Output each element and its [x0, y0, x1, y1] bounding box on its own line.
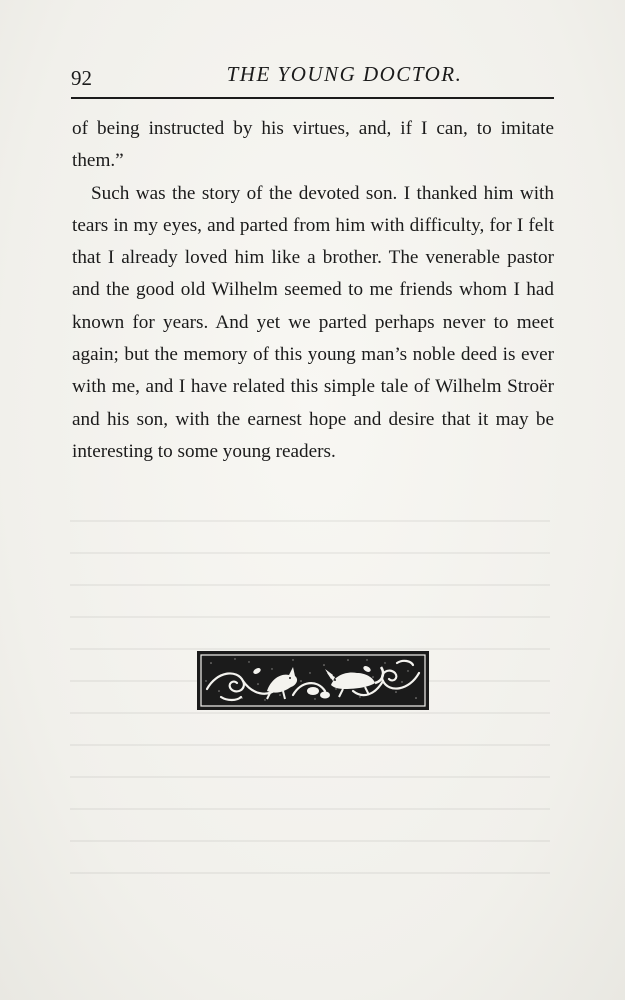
- running-head: THE YOUNG DOCTOR.: [226, 62, 463, 86]
- paragraph: of being instructed by his virtues, and, if I can, to imitate them.”: [72, 118, 554, 172]
- paragraph: Such was the story of the devoted son. I thanked him with tears in my eyes, and parted from him with difficulty, for I felt that I already loved him like a brother. The venerable pastor and the good old Wilhelm seemed to me friends whom I had known for years. And yet we parted perhaps never to meet again; but the memory of this young man’s noble deed is ever with me, and I have related this simple tale of Wilhelm Stroër and his son, with the earnest hope and desire that it may be interesting to some young readers.: [72, 182, 554, 462]
- header-rule: [71, 97, 554, 99]
- page-number: 92: [71, 66, 92, 90]
- body-text: [72, 113, 554, 468]
- tailpiece-ornament-icon: [197, 651, 429, 710]
- page-header: [71, 56, 554, 100]
